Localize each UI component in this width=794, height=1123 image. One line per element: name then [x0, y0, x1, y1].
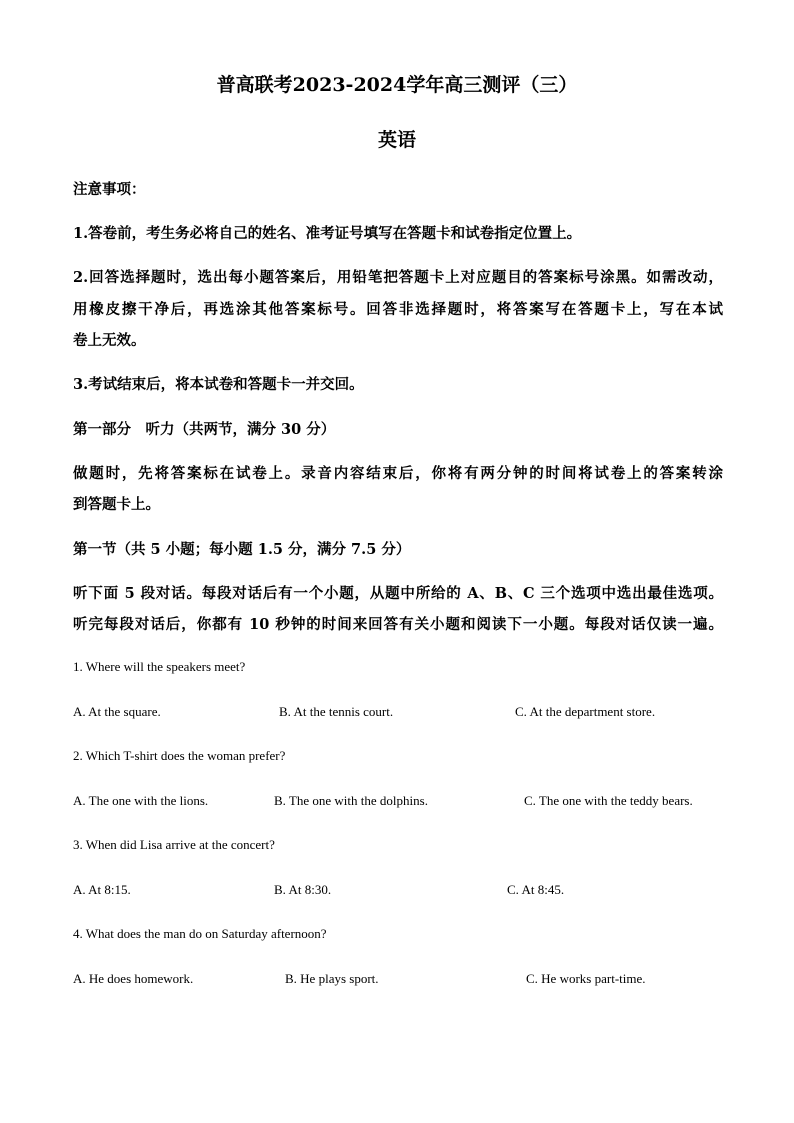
part1-instruction-line-2: 到答题卡上。 — [73, 496, 160, 513]
question-2-stem: 2. Which T-shirt does the woman prefer? — [73, 748, 286, 763]
notice-item-1: 1.答卷前，考生务必将自己的姓名、准考证号填写在答题卡和试卷指定位置上。 — [73, 225, 582, 242]
notice-item-2-line-3: 卷上无效。 — [73, 332, 146, 349]
question-4-option-c: C. He works part-time. — [526, 971, 646, 986]
question-4-stem: 4. What does the man do on Saturday afternoon? — [73, 926, 327, 941]
notice-item-2-line-1: 2.回答选择题时，选出每小题答案后，用铅笔把答题卡上对应题目的答案标号涂黑。如需改动， — [73, 269, 723, 286]
question-2-option-c: C. The one with the teddy bears. — [524, 793, 693, 808]
notice-item-3: 3.考试结束后，将本试卷和答题卡一并交回。 — [73, 376, 364, 393]
question-1-stem: 1. Where will the speakers meet? — [73, 659, 246, 674]
section1-instruction-line-1: 听下面 5 段对话。每段对话后有一个小题，从题中所给的 A、B、C 三个选项中选出最佳选项。 — [73, 585, 723, 602]
question-2-option-a: A. The one with the lions. — [73, 793, 209, 808]
exam-title: 普高联考2023-2024学年高三测评（三） — [216, 74, 578, 96]
question-1-option-b: B. At the tennis court. — [279, 704, 394, 719]
question-3-option-c: C. At 8:45. — [507, 882, 565, 897]
question-4-option-b: B. He plays sport. — [285, 971, 379, 986]
question-1-option-a: A. At the square. — [73, 704, 161, 719]
question-4-option-a: A. He does homework. — [73, 971, 194, 986]
part1-heading: 第一部分 听力（共两节，满分 30 分） — [73, 421, 336, 438]
part1-instruction-line-1: 做题时，先将答案标在试卷上。录音内容结束后，你将有两分钟的时间将试卷上的答案转涂 — [73, 465, 723, 482]
question-3-option-b: B. At 8:30. — [274, 882, 332, 897]
notice-heading: 注意事项： — [73, 181, 146, 198]
question-2-option-b: B. The one with the dolphins. — [274, 793, 428, 808]
subject-title: 英语 — [377, 129, 416, 151]
notice-item-2-line-2: 用橡皮擦干净后，再选涂其他答案标号。回答非选择题时，将答案写在答题卡上，写在本试 — [73, 301, 723, 318]
question-3-stem: 3. When did Lisa arrive at the concert? — [73, 837, 275, 852]
section1-heading: 第一节（共 5 小题；每小题 1.5 分，满分 7.5 分） — [73, 541, 411, 558]
section1-instruction-line-2: 听完每段对话后，你都有 10 秒钟的时间来回答有关小题和阅读下一小题。每段对话仅读一遍。 — [73, 616, 723, 633]
question-1-option-c: C. At the department store. — [515, 704, 656, 719]
question-3-option-a: A. At 8:15. — [73, 882, 131, 897]
